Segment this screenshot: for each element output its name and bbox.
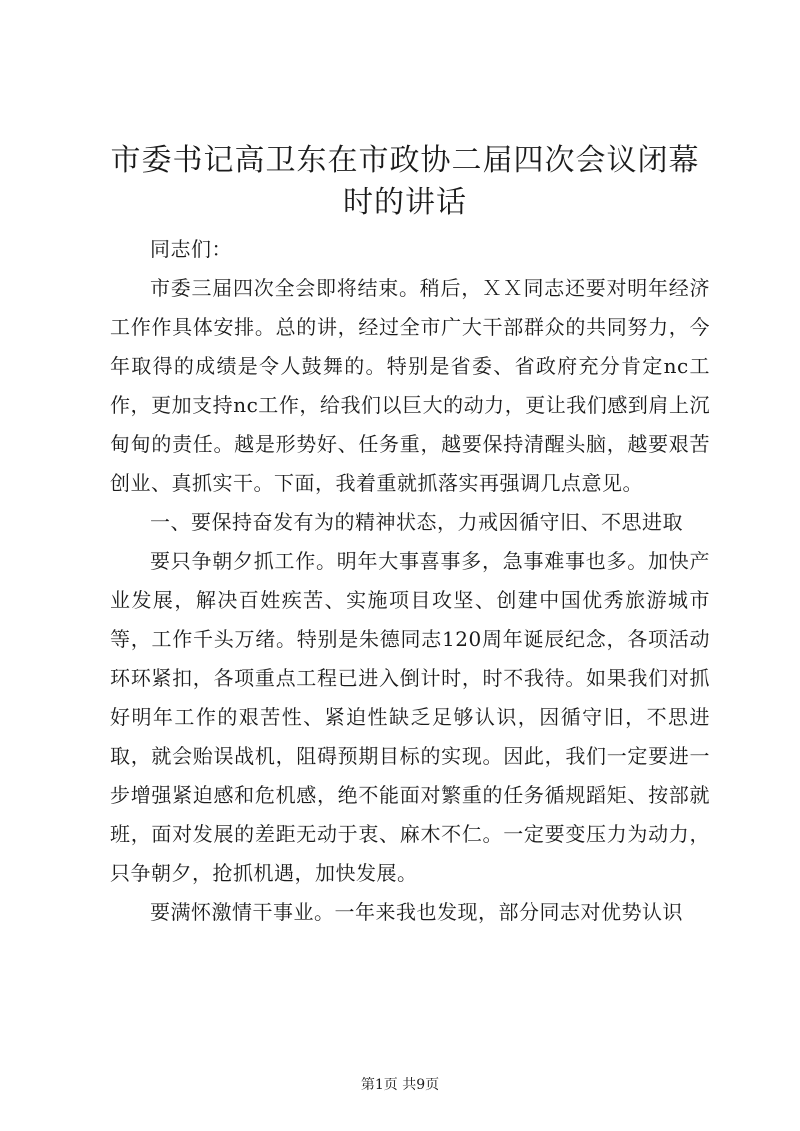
section-heading-1: 一、要保持奋发有为的精神状态，力戒因循守旧、不思进取 [150, 510, 683, 534]
document-title: 市委书记高卫东在市政协二届四次会议闭幕时的讲话 [110, 143, 700, 220]
paragraph-intro: 市委三届四次全会即将结束。稍后，ＸＸ同志还要对明年经济工作作具体安排。总的讲，经过全市广大干部群众的共同努力，今年取得的成绩是令人鼓舞的。特别是省委、省政府充分肯定nc工作，更加支持nc工作，给我们以巨大的动力，更让我们感到肩上沉甸甸的责任。越是形势好、任务重，越要保持清醒头脑，越要艰苦创业、真抓实干。下面，我着重就抓落实再强调几点意见。 [110, 276, 710, 495]
paragraph-section-1: 要只争朝夕抓工作。明年大事喜事多，急事难事也多。加快产业发展，解决百姓疾苦、实施项目攻坚、创建中国优秀旅游城市等，工作千头万绪。特别是朱德同志120周年诞辰纪念，各项活动环环紧扣，各项重点工程已进入倒计时，时不我待。如果我们对抓好明年工作的艰苦性、紧迫性缺乏足够认识，因循守旧，不思进取，就会贻误战机，阻碍预期目标的实现。因此，我们一定要进一步增强紧迫感和危机感，绝不能面对繁重的任务循规蹈矩、按部就班，面对发展的差距无动于衷、麻木不仁。一定要变压力为动力，只争朝夕，抢抓机遇，加快发展。 [110, 549, 710, 885]
document-body [110, 230, 710, 932]
salutation: 同志们： [150, 237, 232, 261]
page-number-footer: 第1页 共9页 [360, 1077, 440, 1093]
paragraph-continued: 要满怀激情干事业。一年来我也发现，部分同志对优势认识 [150, 900, 683, 924]
